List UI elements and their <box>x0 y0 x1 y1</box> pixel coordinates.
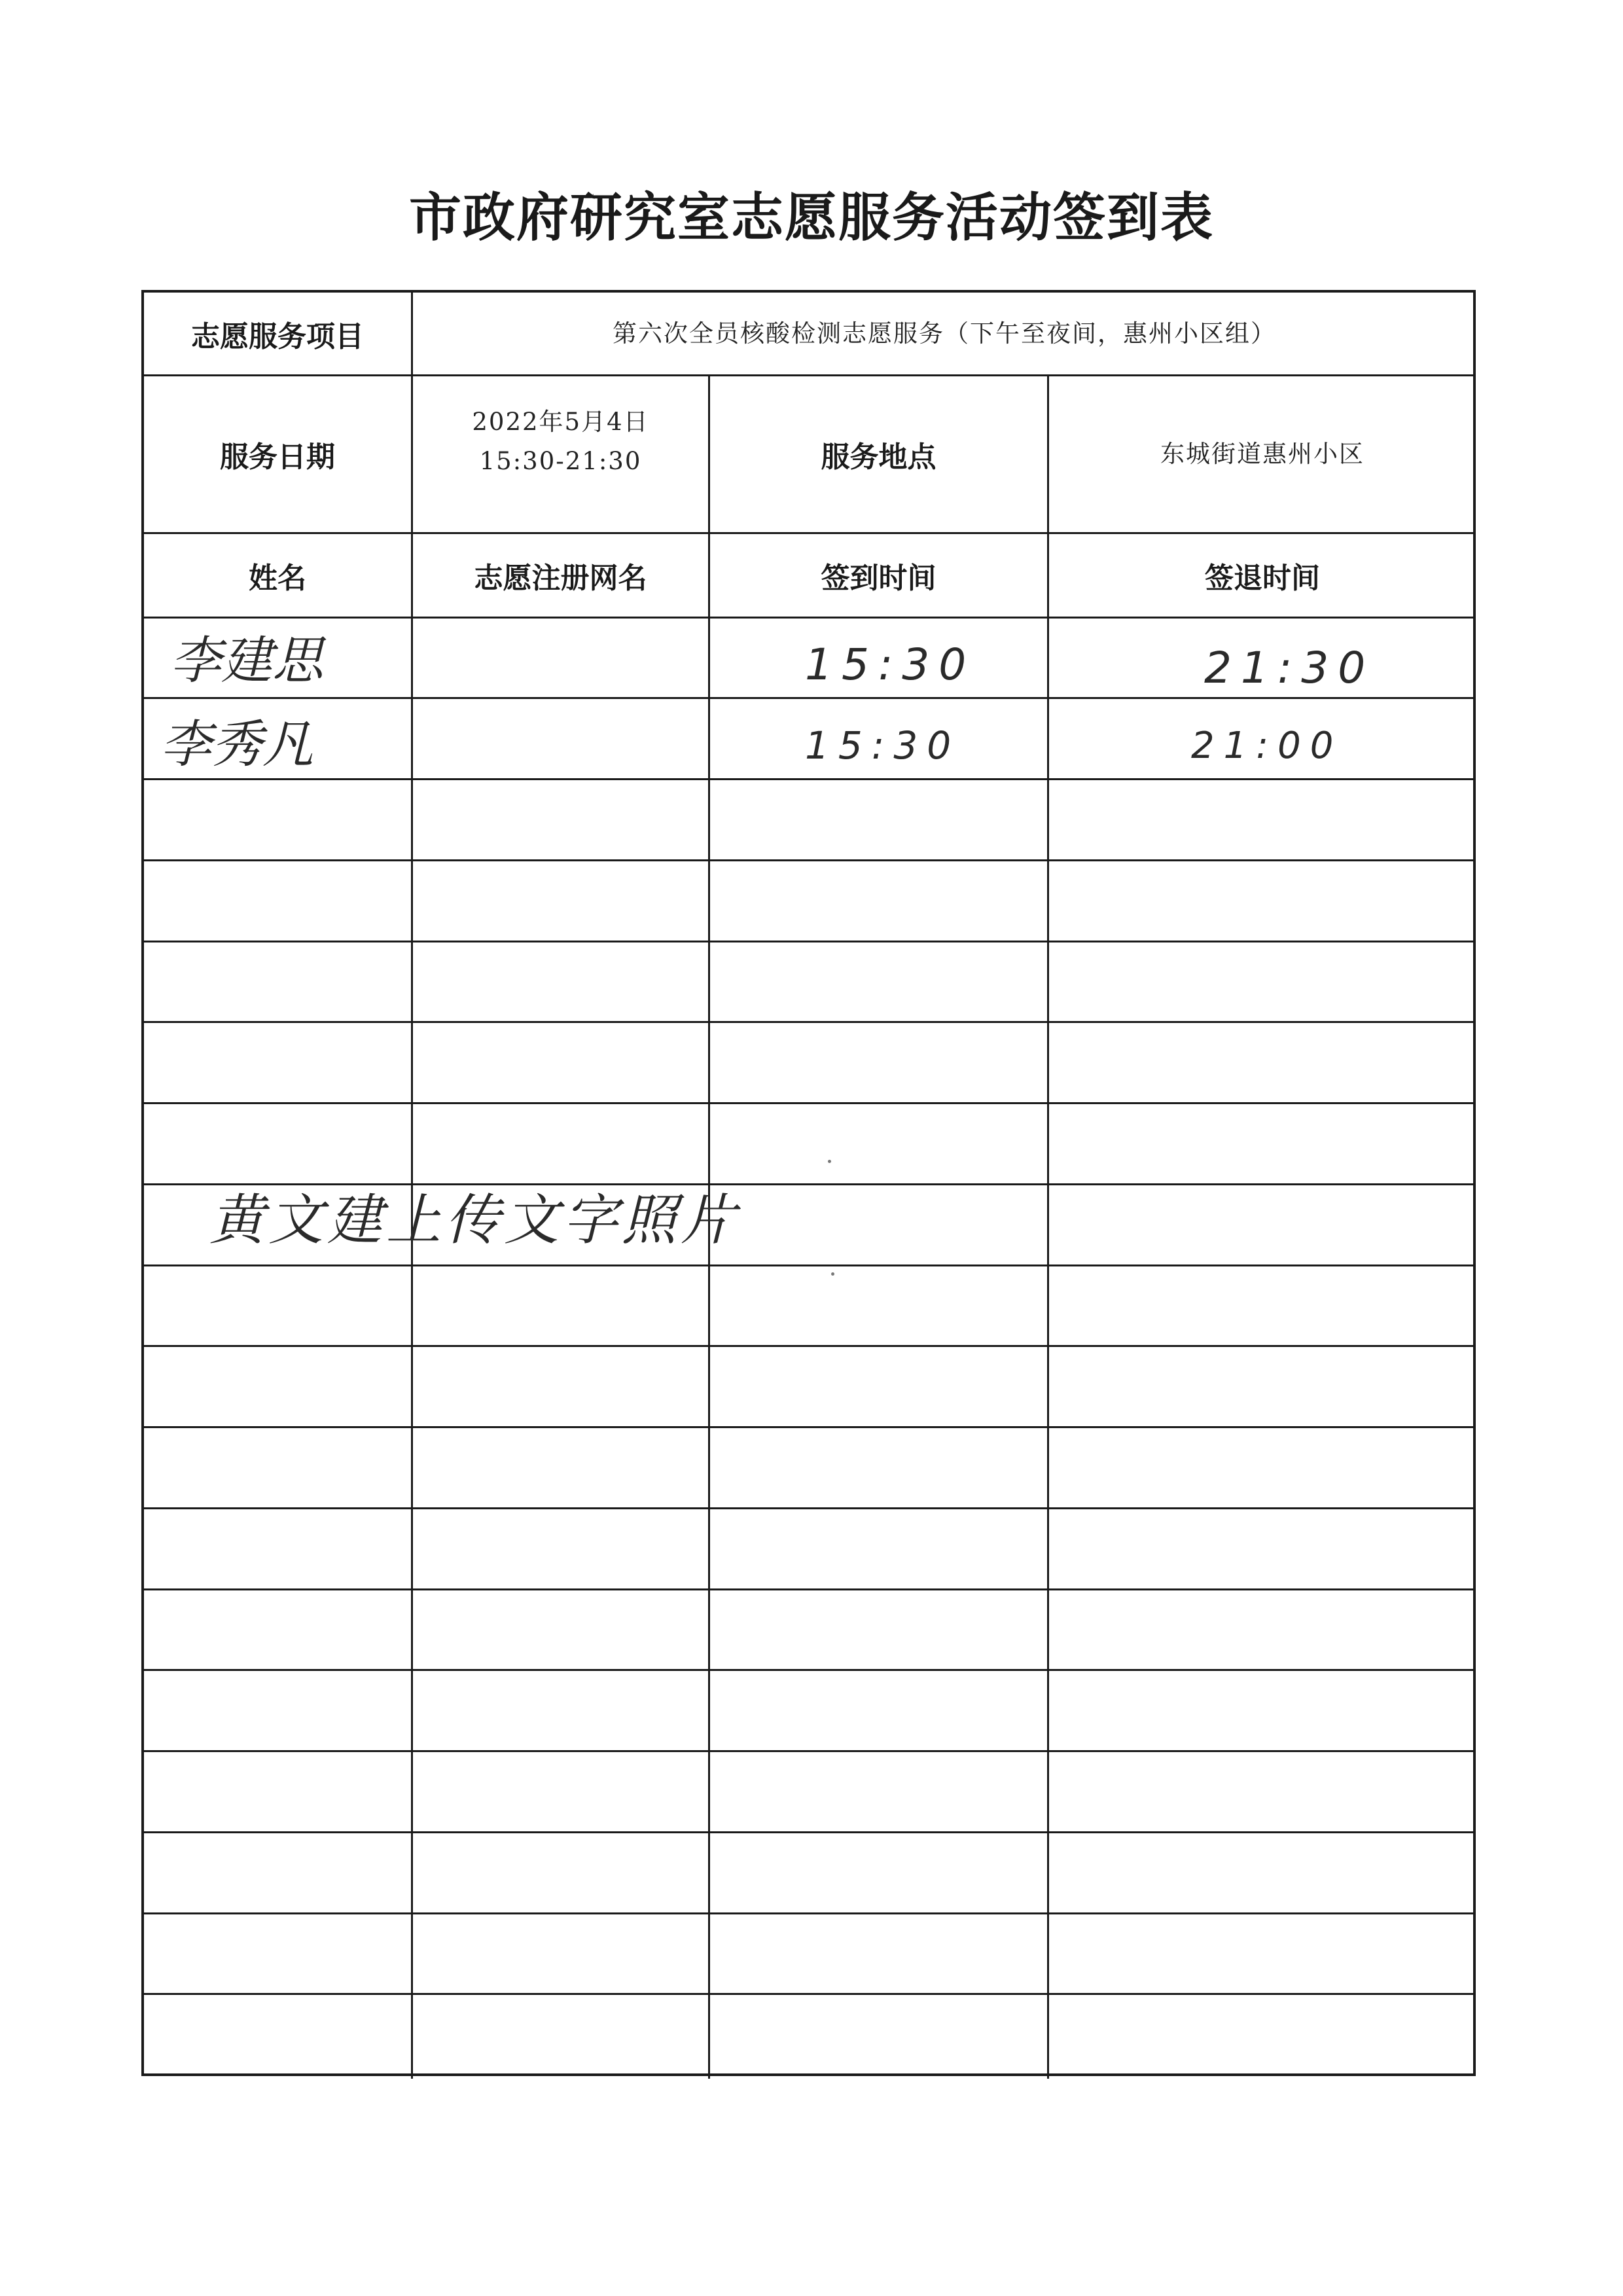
row-divider <box>144 859 1473 861</box>
handwritten-sign-in-time: 15:30 <box>805 639 976 690</box>
row-divider <box>144 941 1473 942</box>
form-title: 市政府研究室志愿服务活动签到表 <box>409 187 1214 248</box>
row-divider <box>144 1507 1473 1509</box>
scan-speck <box>828 1160 831 1163</box>
row-divider <box>144 1588 1473 1590</box>
scan-speck <box>831 1272 834 1276</box>
row-divider <box>144 1345 1473 1347</box>
project-value: 第六次全员核酸检测志愿服务（下午至夜间，惠州小区组） <box>613 319 1276 348</box>
handwritten-sign-out-time: 21:00 <box>1191 725 1343 767</box>
handwritten-name: 李秀凡 <box>160 715 314 774</box>
column-header-registered-name: 志愿注册网名 <box>474 562 647 595</box>
column-header-name: 姓名 <box>249 562 306 595</box>
row-divider <box>144 778 1473 780</box>
location-label: 服务地点 <box>821 440 936 474</box>
column-header-sign-in-time: 签到时间 <box>821 562 936 595</box>
location-value: 东城街道惠州小区 <box>1160 440 1364 468</box>
column-header-sign-out-time: 签退时间 <box>1205 562 1320 595</box>
sign-in-table <box>141 290 1476 2076</box>
row-divider <box>144 1993 1473 1995</box>
handwritten-name: 李建思 <box>170 632 324 691</box>
row-divider <box>144 1912 1473 1914</box>
row-divider <box>144 1831 1473 1833</box>
row-divider <box>144 617 1473 619</box>
row-divider <box>144 1102 1473 1104</box>
column-divider <box>1047 374 1049 2079</box>
row-divider <box>144 1669 1473 1671</box>
handwritten-sign-out-time: 21:30 <box>1204 643 1375 693</box>
row-divider <box>144 697 1473 699</box>
project-label: 志愿服务项目 <box>191 319 364 353</box>
row-divider <box>144 1750 1473 1752</box>
date-label: 服务日期 <box>220 440 335 474</box>
handwritten-sign-in-time: 15:30 <box>805 723 961 768</box>
row-divider <box>144 1265 1473 1266</box>
row-divider <box>144 1426 1473 1428</box>
date-value: 2022年5月4日 15:30-21:30 <box>472 408 649 475</box>
handwritten-note: 黄文建上传文字照片 <box>209 1188 740 1252</box>
row-divider <box>144 1021 1473 1023</box>
